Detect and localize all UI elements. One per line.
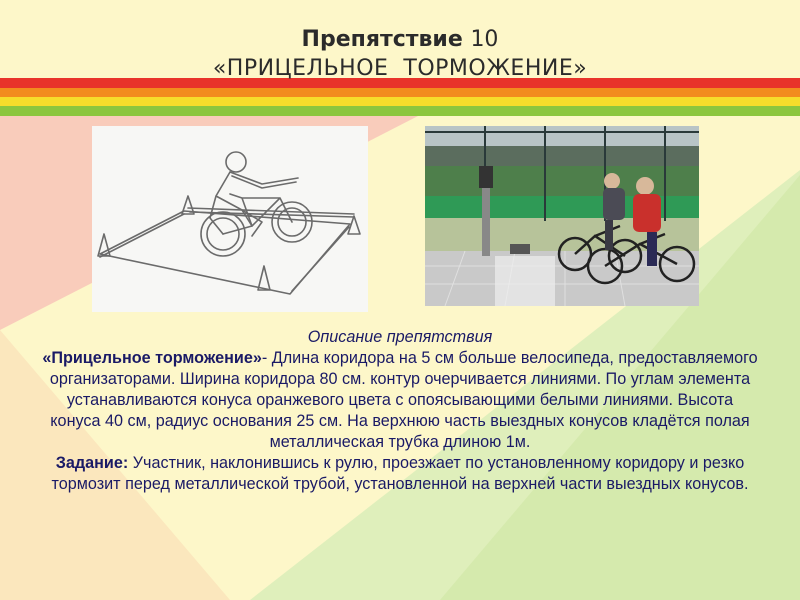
task-text: Участник, наклонившись к рулю, проезжает по установленному коридору и резко тормозит перед металлической трубой, установленной на верхней части выездных конусов.	[51, 454, 749, 493]
description-heading: Описание препятствия	[307, 328, 493, 346]
obstacle-name: «Прицельное торможение»	[42, 349, 262, 367]
title-word: Препятствие	[301, 27, 463, 52]
sketch-image	[92, 126, 368, 312]
slide-title	[0, 26, 800, 84]
subtitle: «ПРИЦЕЛЬНОЕ ТОРМОЖЕНИЕ»	[212, 56, 588, 81]
title-line	[0, 26, 800, 54]
obstacle-description	[40, 327, 760, 495]
task-label: Задание:	[55, 454, 129, 472]
title-number: 10	[470, 27, 499, 52]
cyclists-photo	[425, 126, 699, 306]
description-text: - Длина коридора на 5 см больше велосипеда, предоставляемого организаторами. Ширина коридора 80 см. контур очерчивается линиями. По углам элемента устанавливаются конуса оранжевого цвета с опоясывающими белыми линиями. Высота конуса 40 см, радиус основания 25 см. На верхнюю часть выездных конусов кладётся полая металлическая трубка длиною 1м.	[49, 349, 758, 451]
